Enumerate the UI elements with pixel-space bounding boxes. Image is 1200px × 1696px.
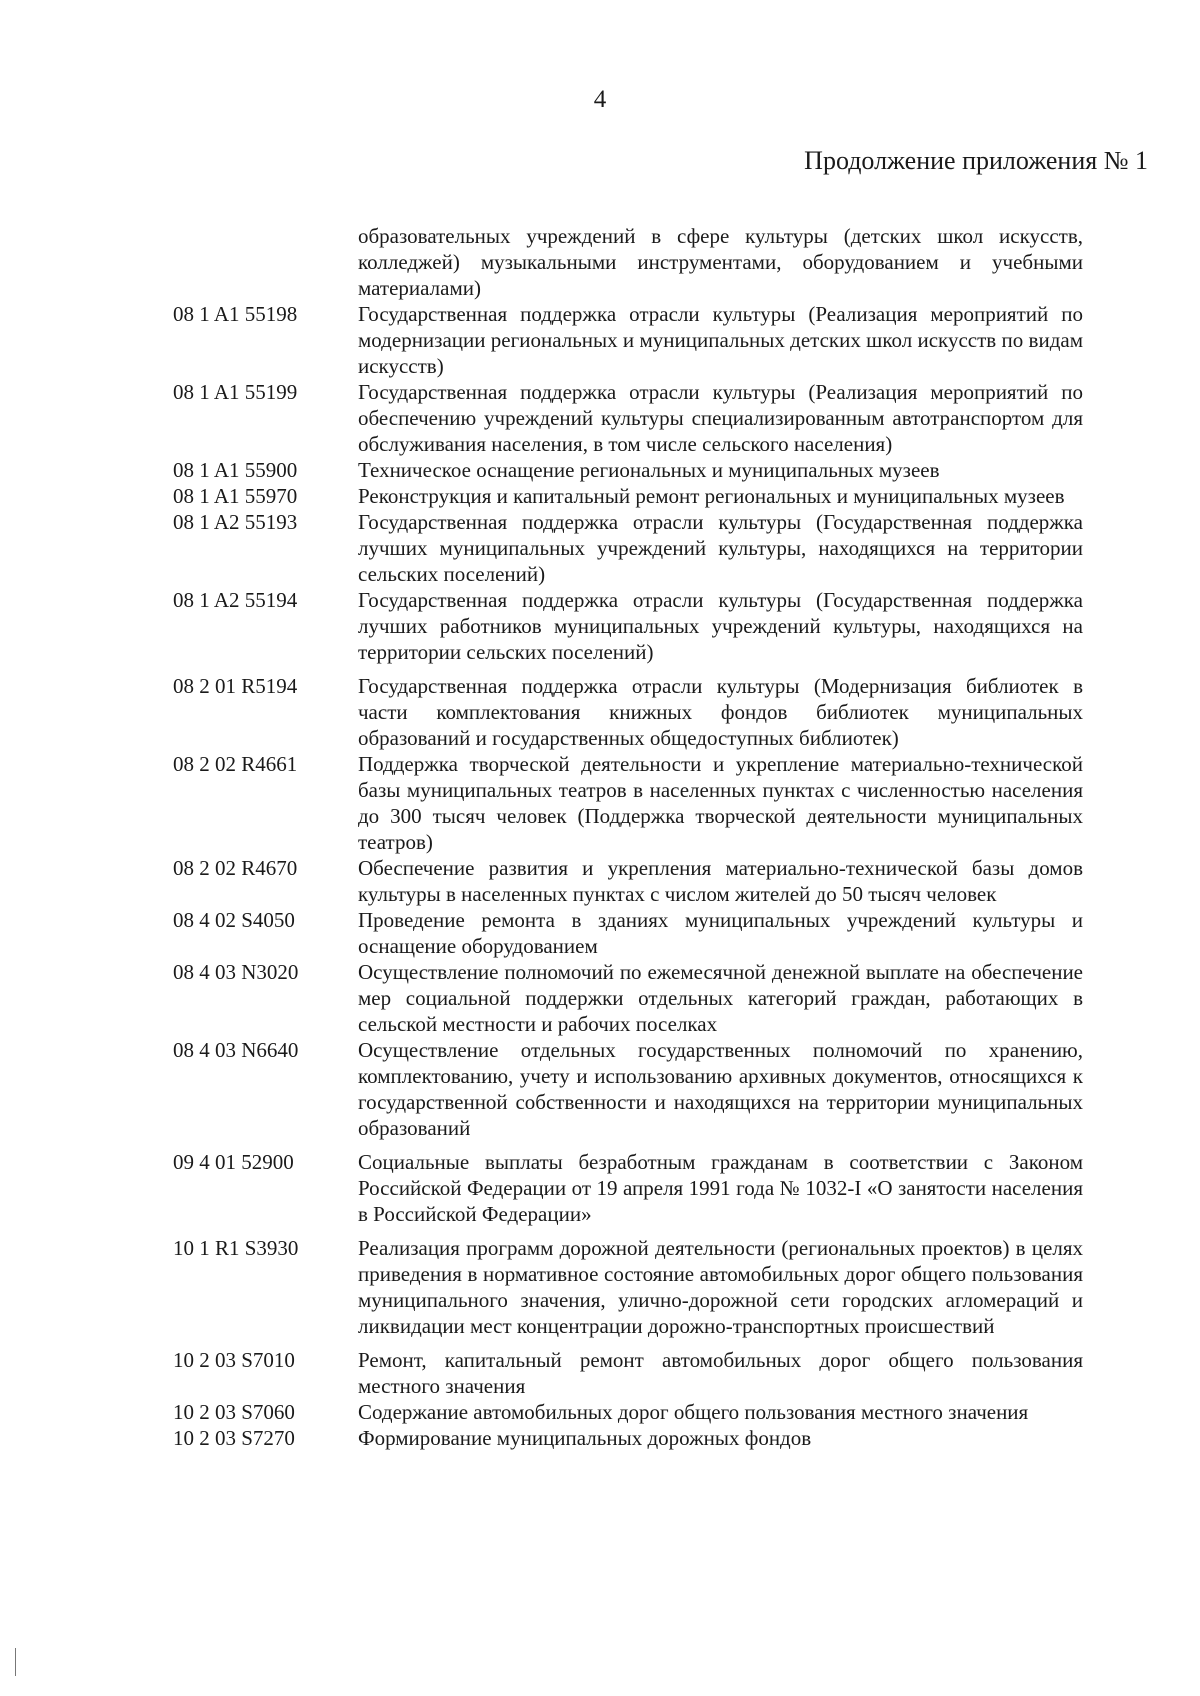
- item-code: 08 2 02 R4661: [173, 752, 298, 776]
- item-description: Техническое оснащение региональных и муниципальных музеев: [358, 458, 940, 482]
- item-description: Обеспечение развития и укрепления материально-технической базы домов культуры в населенных пунктах с числом жителей до 50 тысяч человек: [358, 856, 1083, 906]
- item-code: 10 2 03 S7010: [173, 1348, 295, 1372]
- item-code: 10 2 03 S7270: [173, 1426, 295, 1450]
- item-code: 10 1 R1 S3930: [173, 1236, 299, 1260]
- list-item: [0, 751, 1200, 855]
- item-description: Реализация программ дорожной деятельности (региональных проектов) в целях приведения в нормативное состояние автомобильных дорог общего пользования муниципального значения, улично-дорожной сети городских агломераций и ликвидации мест концентрации дорожно-транспортных происшествий: [358, 1236, 1083, 1338]
- item-code: 08 1 A2 55194: [173, 588, 298, 612]
- item-description: Осуществление отдельных государственных полномочий по хранению, комплектованию, учету и использованию архивных документов, относящихся к государственной собственности и находящихся на территории муниципальных образований: [358, 1038, 1083, 1140]
- item-description: Проведение ремонта в зданиях муниципальных учреждений культуры и оснащение оборудованием: [358, 908, 1083, 958]
- page-heading: Продолжение приложения № 1: [804, 146, 1148, 175]
- item-description: Осуществление полномочий по ежемесячной денежной выплате на обеспечение мер социальной поддержки отдельных категорий граждан, работающих в сельской местности и рабочих поселках: [358, 960, 1083, 1036]
- item-code: 08 4 02 S4050: [173, 908, 295, 932]
- list-item: [0, 587, 1200, 665]
- page-number: 4: [593, 86, 607, 113]
- item-description: Содержание автомобильных дорог общего пользования местного значения: [358, 1400, 1029, 1424]
- item-description: Государственная поддержка отрасли культуры (Государственная поддержка лучших муниципальных учреждений культуры, находящихся на территории сельских поселений): [358, 510, 1083, 586]
- item-description: Государственная поддержка отрасли культуры (Модернизация библиотек в части комплектования книжных фондов библиотек муниципальных образований и государственных общедоступных библиотек): [358, 674, 1083, 750]
- item-code: 08 1 A1 55900: [173, 458, 298, 482]
- item-description: Государственная поддержка отрасли культуры (Государственная поддержка лучших работников муниципальных учреждений культуры, находящихся на территории сельских поселений): [358, 588, 1083, 664]
- list-item: [0, 223, 1200, 301]
- list-item: [0, 1235, 1200, 1339]
- item-code: 08 2 01 R5194: [173, 674, 298, 698]
- item-description: Социальные выплаты безработным гражданам в соответствии с Законом Российской Федерации от 19 апреля 1991 года № 1032-I «О занятости населения в Российской Федерации»: [358, 1150, 1083, 1226]
- item-code: 08 1 A1 55199: [173, 380, 298, 404]
- item-code: 09 4 01 52900: [173, 1150, 294, 1174]
- list-item: [0, 301, 1200, 379]
- budget-codes-list: [0, 223, 1200, 1451]
- item-code: 08 2 02 R4670: [173, 856, 298, 880]
- list-item: [0, 855, 1200, 907]
- item-code: 10 2 03 S7060: [173, 1400, 295, 1424]
- list-item: [0, 1425, 1200, 1451]
- item-code: 08 4 03 N6640: [173, 1038, 299, 1062]
- item-description: Формирование муниципальных дорожных фондов: [358, 1426, 812, 1450]
- list-item: [0, 379, 1200, 457]
- item-code: 08 1 A2 55193: [173, 510, 298, 534]
- item-code: 08 1 A1 55198: [173, 302, 298, 326]
- list-item: [0, 1347, 1200, 1399]
- list-item: [0, 509, 1200, 587]
- item-description: образовательных учреждений в сфере культуры (детских школ искусств, колледжей) музыкальными инструментами, оборудованием и учебными материалами): [358, 224, 1083, 300]
- item-description: Ремонт, капитальный ремонт автомобильных дорог общего пользования местного значения: [358, 1348, 1083, 1398]
- list-item: [0, 457, 1200, 483]
- list-item: [0, 673, 1200, 751]
- item-code: 08 1 A1 55970: [173, 484, 298, 508]
- list-item: [0, 1399, 1200, 1425]
- item-description: Государственная поддержка отрасли культуры (Реализация мероприятий по обеспечению учреждений культуры специализированным автотранспортом для обслуживания населения, в том числе сельского населения): [358, 380, 1083, 456]
- list-item: [0, 1149, 1200, 1227]
- list-item: [0, 1037, 1200, 1141]
- list-item: [0, 907, 1200, 959]
- item-description: Реконструкция и капитальный ремонт региональных и муниципальных музеев: [358, 484, 1065, 508]
- item-code: 08 4 03 N3020: [173, 960, 299, 984]
- list-item: [0, 959, 1200, 1037]
- scan-margin-mark: [15, 1648, 16, 1676]
- item-description: Поддержка творческой деятельности и укрепление материально-технической базы муниципальных театров в населенных пунктах с численностью населения до 300 тысяч человек (Поддержка творческой деятельности муниципальных театров): [358, 752, 1083, 854]
- list-item: [0, 483, 1200, 509]
- item-description: Государственная поддержка отрасли культуры (Реализация мероприятий по модернизации региональных и муниципальных детских школ искусств по видам искусств): [358, 302, 1083, 378]
